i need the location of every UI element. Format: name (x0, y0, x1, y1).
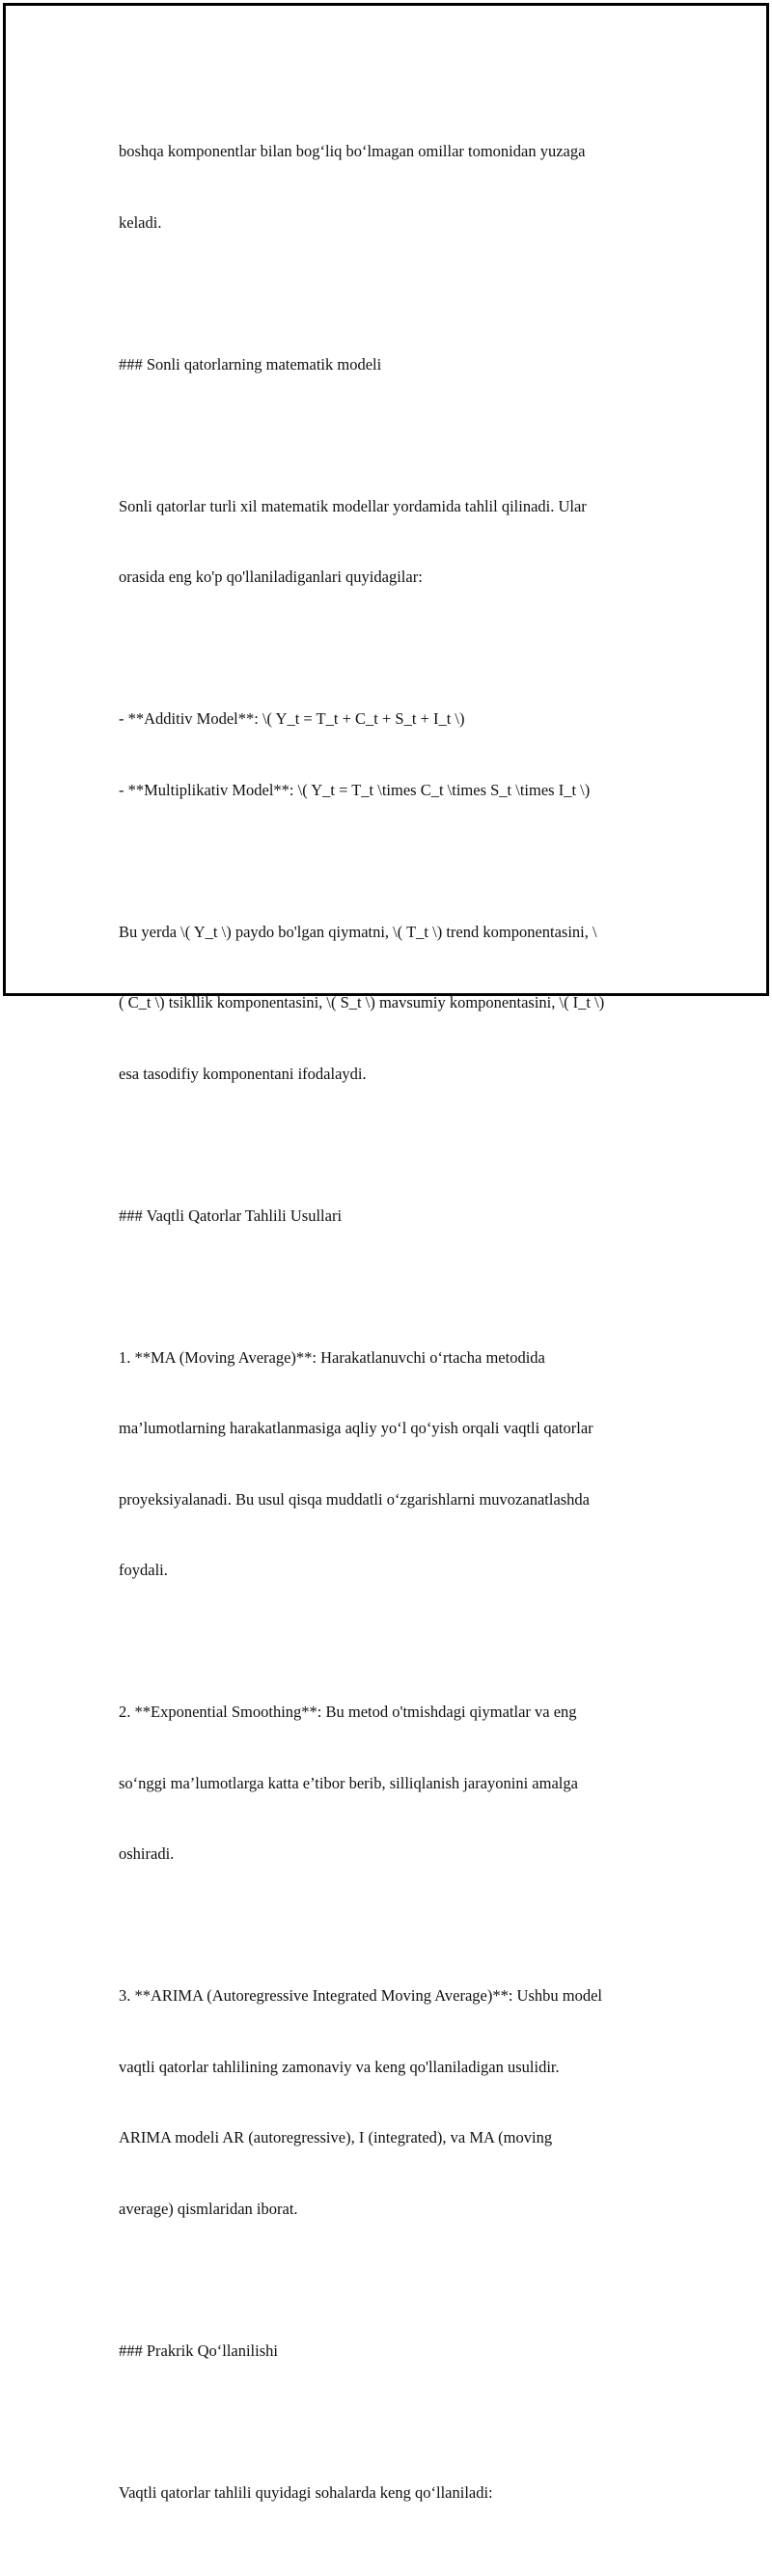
text-line: 3. **ARIMA (Autoregressive Integrated Moving Average)**: Ushbu model (119, 1986, 603, 2005)
heading-analysis-methods (119, 1157, 674, 1276)
paragraph-application-areas (119, 2434, 674, 2553)
text-line: ma’lumotlarning harakatlanmasiga aqliy yo‘l qo‘yish orqali vaqtli qatorlar (119, 1419, 593, 1437)
text-line: oshiradi. (119, 1844, 175, 1863)
text-line: esa tasodifiy komponentani ifodalaydi. (119, 1064, 367, 1083)
text-line: foydali. (119, 1561, 168, 1579)
paragraph-intro-continuation (119, 93, 674, 282)
heading-line: ### Vaqtli Qatorlar Tahlili Usullari (119, 1205, 343, 1225)
list-item-multiplicative-model: - **Multiplikativ Model**: \( Y_t = T_t \times C_t \times S_t \times I_t \) (119, 780, 591, 799)
heading-line: ### Prakrik Qo‘llanilishi (119, 2341, 278, 2360)
heading-line: ### Sonli qatorlarning matematik modeli (119, 354, 382, 374)
text-line: vaqtli qatorlar tahlilining zamonaviy va keng qo'llaniladigan usulidir. (119, 2057, 560, 2076)
text-line: Vaqtli qatorlar tahlili quyidagi sohalarda keng qo‘llaniladi: (119, 2482, 493, 2502)
document-body (119, 93, 674, 2576)
text-line: boshqa komponentlar bilan bog‘liq bo‘lmagan omillar tomonidan yuzaga (119, 142, 586, 160)
text-line: 2. **Exponential Smoothing**: Bu metod o'tmishdagi qiymatlar va eng (119, 1703, 577, 1721)
paragraph-components-explanation (119, 873, 674, 1134)
text-line: ARIMA modeli AR (autoregressive), I (integrated), va MA (moving (119, 2128, 553, 2147)
heading-mathematical-model (119, 306, 674, 425)
list-item-additive-model: - **Additiv Model**: \( Y_t = T_t + C_t + S_t + I_t \) (119, 709, 465, 728)
text-line: Bu yerda \( Y_t \) paydo bo'lgan qiymatni, \( T_t \) trend komponentasini, \ (119, 922, 597, 941)
text-line: average) qismlaridan iborat. (119, 2199, 298, 2218)
page-frame (3, 3, 769, 2502)
text-line: keladi. (119, 212, 162, 232)
text-line: so‘nggi ma’lumotlarga katta e’tibor berib, silliqlanish jarayonini amalga (119, 1773, 578, 1792)
list-models (119, 660, 674, 849)
text-line: 1. **MA (Moving Average)**: Harakatlanuvchi o‘rtacha metodida (119, 1347, 545, 1367)
text-line: proyeksiyalanadi. Bu usul qisqa muddatli o‘zgarishlarni muvozanatlashda (119, 1489, 591, 1509)
text-line: Sonli qatorlar turli xil matematik modellar yordamida tahlil qilinadi. Ular (119, 496, 587, 515)
text-line: ( C_t \) tsikllik komponentasini, \( S_t \) mavsumiy komponentasini, \( I_t \) (119, 993, 605, 1011)
list-item-arima (119, 1937, 674, 2268)
paragraph-models-intro (119, 448, 674, 637)
list-item-moving-average (119, 1299, 674, 1630)
heading-practical-application (119, 2292, 674, 2411)
text-line: orasida eng ko'p qo'llaniladiganlari quyidagilar: (119, 568, 423, 586)
list-item-exponential-smoothing (119, 1653, 674, 1914)
